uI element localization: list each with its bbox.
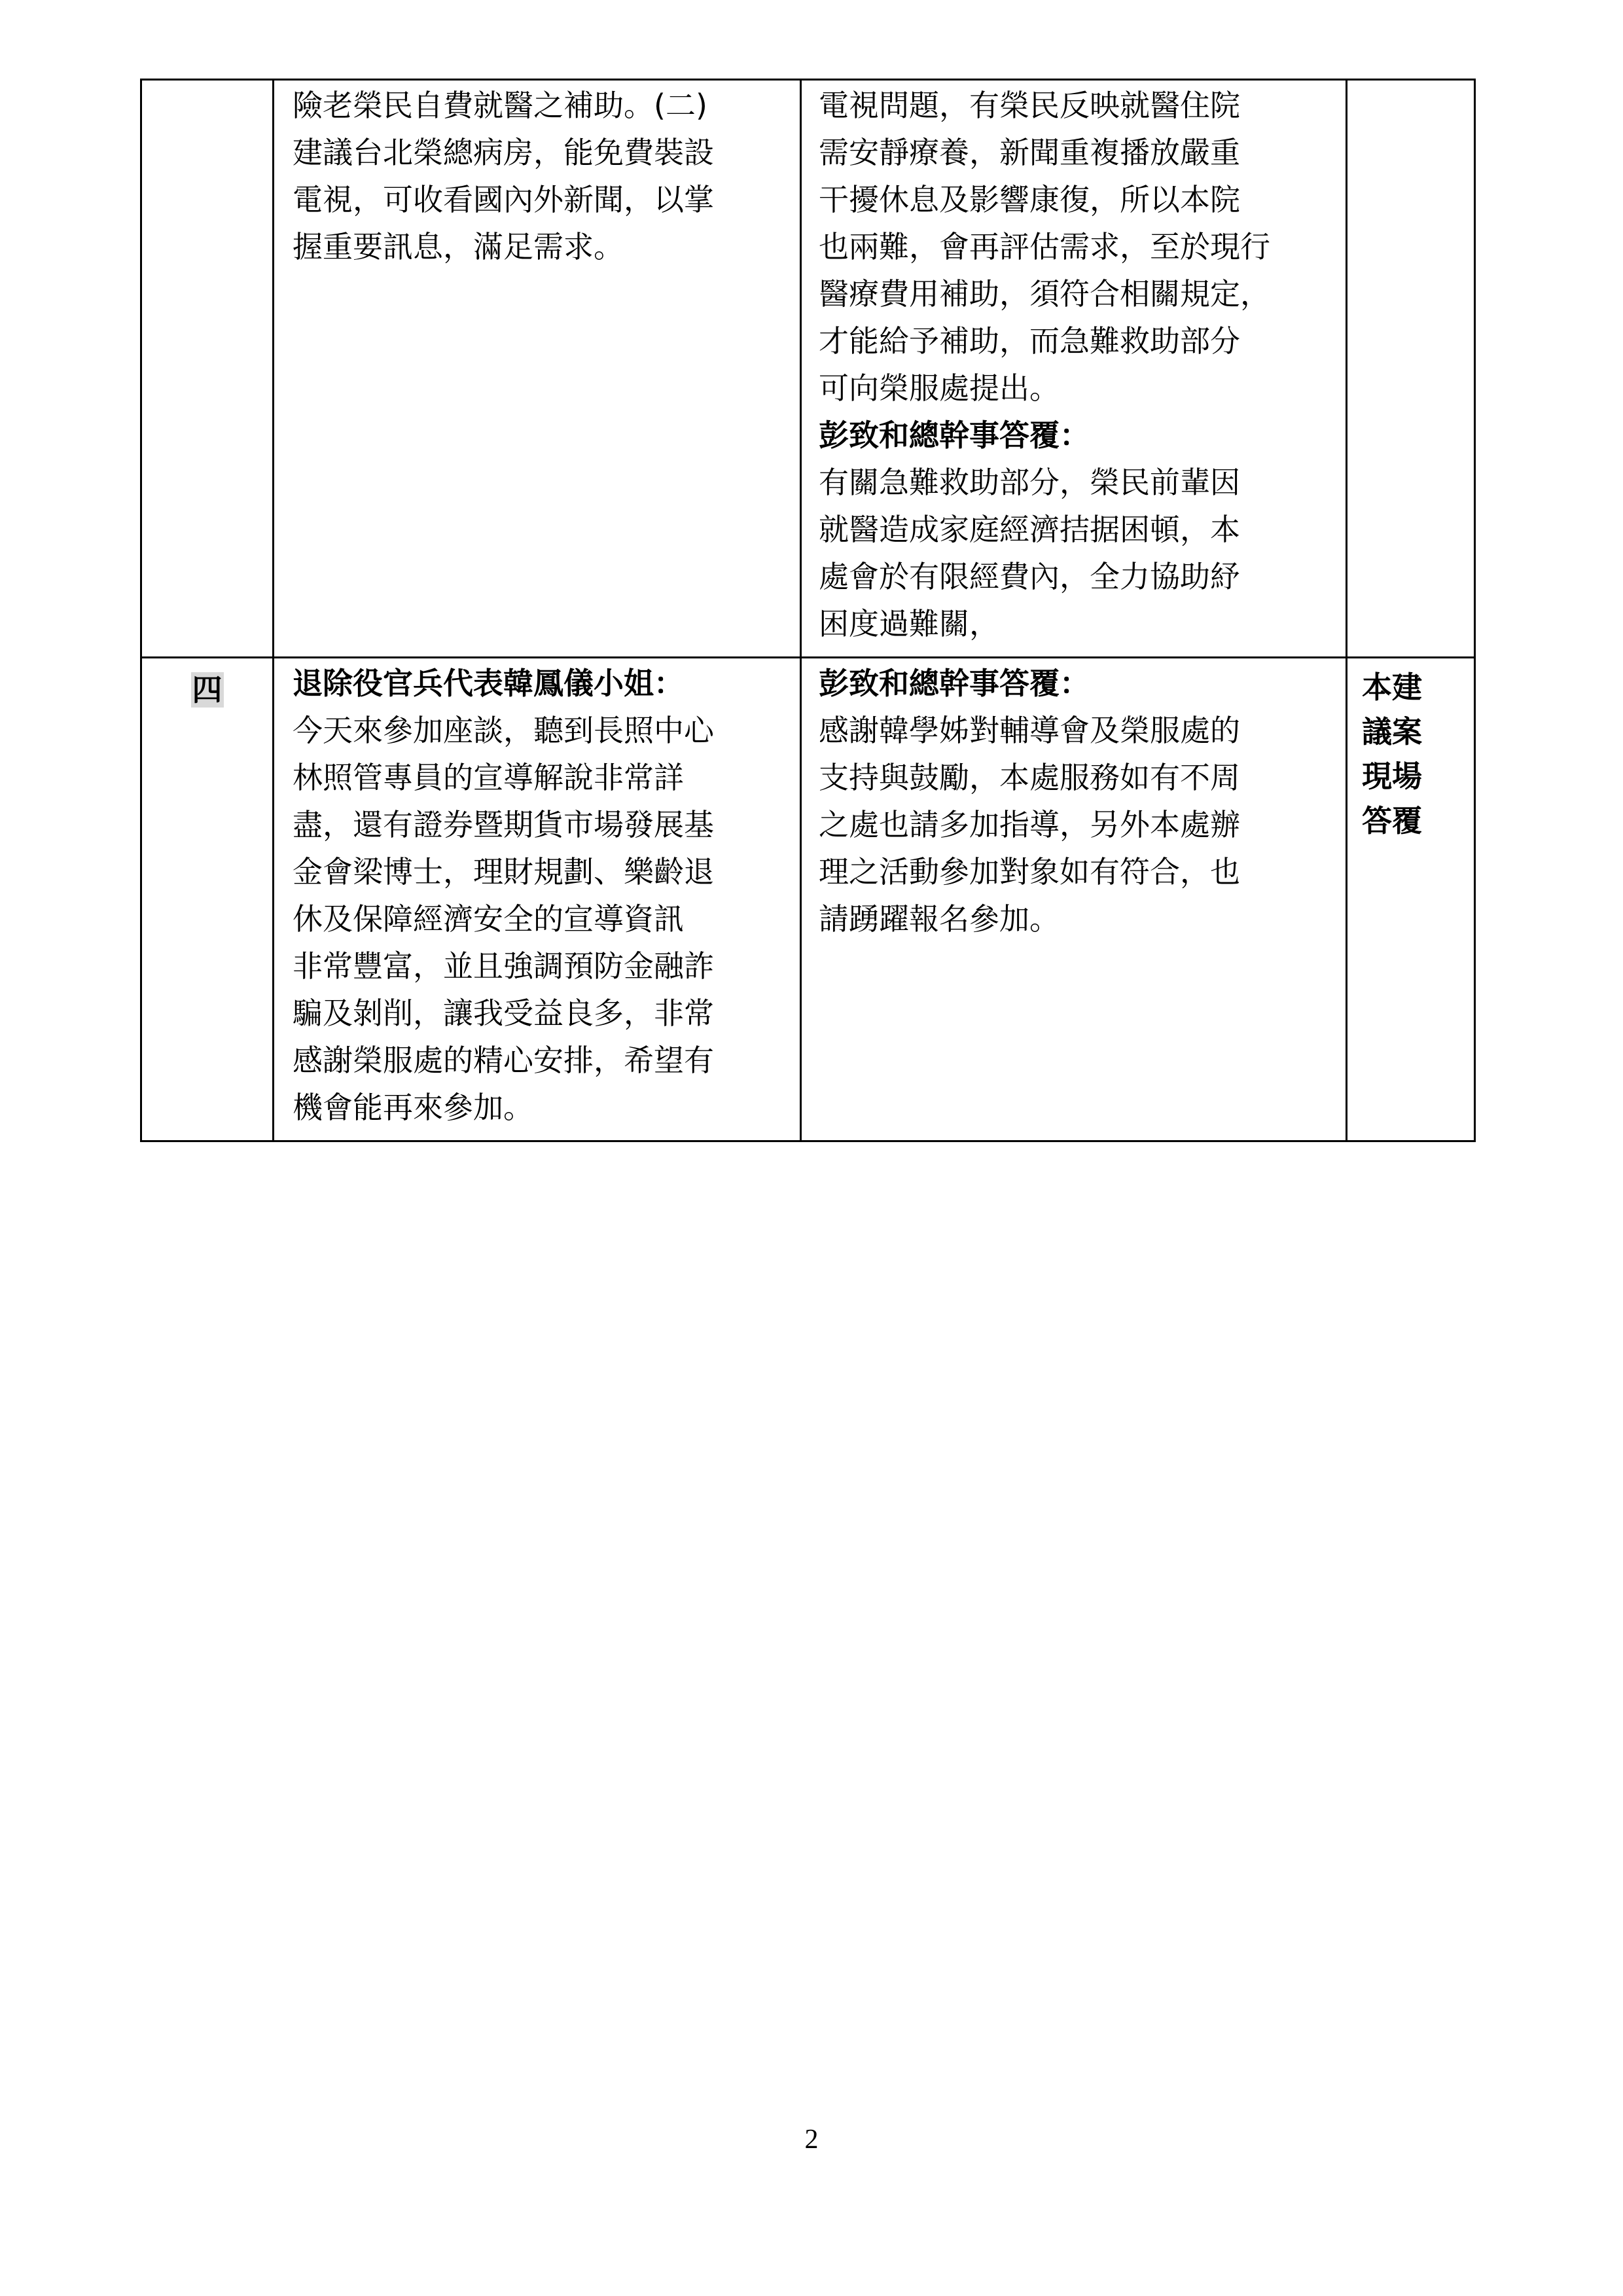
suggestion-line: 非常豐富，並且強調預防金融詐 [293,948,714,984]
table-row [141,80,1475,658]
status-line: 議案 [1362,714,1422,749]
reply-cell [801,658,1347,1141]
status-text [1347,81,1474,87]
reply-line: 請踴躍報名參加。 [819,901,1060,937]
status-cell [1347,80,1475,658]
reply-cell [801,80,1347,658]
reply-line: 也兩難，會再評估需求，至於現行 [819,229,1270,264]
reply-line: 有關急難救助部分，榮民前輩因 [819,465,1240,500]
suggestion-line: 休及保障經濟安全的宣導資訊 [293,901,684,937]
reply-line: 才能給予補助，而急難救助部分 [819,323,1240,359]
page-number: 2 [804,2125,819,2155]
reply-heading: 彭致和總幹事答覆： [819,418,1090,453]
table-row [141,658,1475,1141]
suggestion-line: 盡，還有證券暨期貨市場發展基 [293,807,714,842]
suggestion-line: 感謝榮服處的精心安排，希望有 [293,1043,714,1078]
reply-line: 困度過難關， [819,606,999,641]
suggestion-line: 今天來參加座談，聽到長照中心 [293,713,714,748]
suggestion-line: 握重要訊息，滿足需求。 [293,229,624,264]
item-number-cell [141,80,274,658]
suggestion-line: 機會能再來參加。 [293,1090,533,1125]
minutes-table [140,79,1476,1142]
reply-line: 就醫造成家庭經濟拮据困頓，本 [819,512,1240,547]
reply-heading: 彭致和總幹事答覆： [819,666,1090,701]
suggestion-heading: 退除役官兵代表韓鳳儀小姐： [293,666,684,701]
suggestion-line: 險老榮民自費就醫之補助。(二) [293,88,707,123]
suggestion-line: 林照管專員的宣導解說非常詳 [293,760,684,795]
reply-line: 需安靜療養，新聞重複播放嚴重 [819,135,1240,170]
status-line: 本建 [1362,670,1422,705]
status-cell [1347,658,1475,1141]
suggestion-cell [274,80,801,658]
suggestion-line: 電視，可收看國內外新聞，以掌 [293,182,714,217]
reply-line: 電視問題，有榮民反映就醫住院 [819,88,1240,123]
suggestion-line: 建議台北榮總病房，能免費裝設 [293,135,714,170]
reply-line: 干擾休息及影響康復，所以本院 [819,182,1240,217]
reply-line: 之處也請多加指導，另外本處辦 [819,807,1240,842]
suggestion-cell [274,658,801,1141]
item-number: 四 [192,672,223,708]
reply-line: 處會於有限經費內，全力協助紓 [819,559,1240,594]
reply-line: 可向榮服處提出。 [819,370,1060,406]
reply-line: 感謝韓學姊對輔導會及榮服處的 [819,713,1240,748]
status-text [1347,658,1474,843]
item-number [142,81,272,88]
status-line: 答覆 [1362,803,1422,838]
item-number-cell [141,658,274,1141]
suggestion-line: 金會梁博士，理財規劃、樂齡退 [293,854,714,889]
reply-line: 醫療費用補助，須符合相關規定， [819,276,1270,312]
reply-line: 支持與鼓勵，本處服務如有不周 [819,760,1240,795]
status-line: 現場 [1362,759,1422,794]
reply-line: 理之活動參加對象如有符合，也 [819,854,1240,889]
suggestion-line: 騙及剝削，讓我受益良多，非常 [293,996,714,1031]
